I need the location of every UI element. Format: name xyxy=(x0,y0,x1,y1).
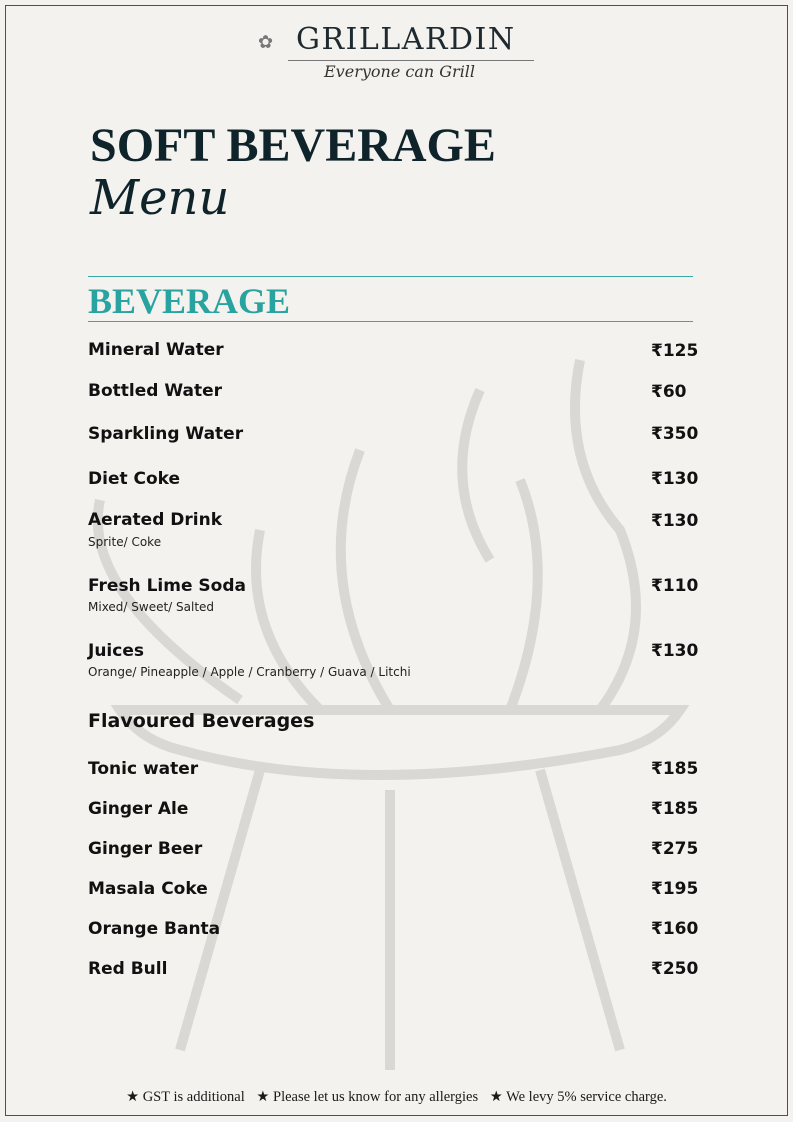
menu-item-name: Juices xyxy=(88,641,144,661)
menu-item-name: Red Bull xyxy=(88,959,168,979)
menu-item-price: ₹185 xyxy=(651,759,699,779)
footer-service-note: ★ We levy 5% service charge. xyxy=(489,1089,667,1105)
menu-item-name: Mineral Water xyxy=(88,340,224,360)
menu-item-description: Orange/ Pineapple / Apple / Cranberry / Guava / Litchi xyxy=(88,665,411,679)
menu-item-price: ₹130 xyxy=(651,469,699,489)
footer-allergy-note: ★ Please let us know for any allergies xyxy=(256,1089,479,1105)
brand-name: GRILLARDIN xyxy=(296,22,516,57)
menu-item-description: Mixed/ Sweet/ Salted xyxy=(88,600,215,614)
menu-item-name: Masala Coke xyxy=(88,879,208,899)
menu-item-price: ₹275 xyxy=(651,839,699,859)
menu-item-price: ₹125 xyxy=(651,341,699,361)
page-subtitle: Menu xyxy=(90,170,230,226)
menu-item-price: ₹195 xyxy=(651,879,699,899)
menu-item-name: Ginger Beer xyxy=(88,839,203,859)
logo-divider xyxy=(288,60,534,61)
menu-item-name: Orange Banta xyxy=(88,919,221,939)
footer-notes xyxy=(0,1089,793,1106)
section-rule-top xyxy=(88,276,693,277)
menu-item-price: ₹110 xyxy=(651,576,699,596)
section-heading: BEVERAGE xyxy=(88,281,291,321)
menu-item-price: ₹60 xyxy=(651,382,687,402)
menu-item-price: ₹350 xyxy=(651,424,699,444)
section-rule-bottom xyxy=(88,321,693,322)
footer-gst-note: ★ GST is additional xyxy=(126,1089,245,1105)
menu-item-name: Tonic water xyxy=(88,759,199,779)
menu-item-price: ₹130 xyxy=(651,511,699,531)
menu-item-price: ₹130 xyxy=(651,641,699,661)
flavoured-heading: Flavoured Beverages xyxy=(88,710,315,732)
menu-item-price: ₹250 xyxy=(651,959,699,979)
page-title: SOFT BEVERAGE xyxy=(90,119,496,172)
menu-item-name: Ginger Ale xyxy=(88,799,189,819)
menu-item-name: Fresh Lime Soda xyxy=(88,576,246,596)
menu-item-price: ₹160 xyxy=(651,919,699,939)
menu-item-name: Diet Coke xyxy=(88,469,181,489)
menu-item-name: Bottled Water xyxy=(88,381,222,401)
menu-item-name: Sparkling Water xyxy=(88,424,244,444)
menu-item-name: Aerated Drink xyxy=(88,510,223,530)
lotus-icon: ✿ xyxy=(258,32,274,53)
menu-item-description: Sprite/ Coke xyxy=(88,535,162,549)
brand-tagline: Everyone can Grill xyxy=(324,62,476,81)
menu-item-price: ₹185 xyxy=(651,799,699,819)
